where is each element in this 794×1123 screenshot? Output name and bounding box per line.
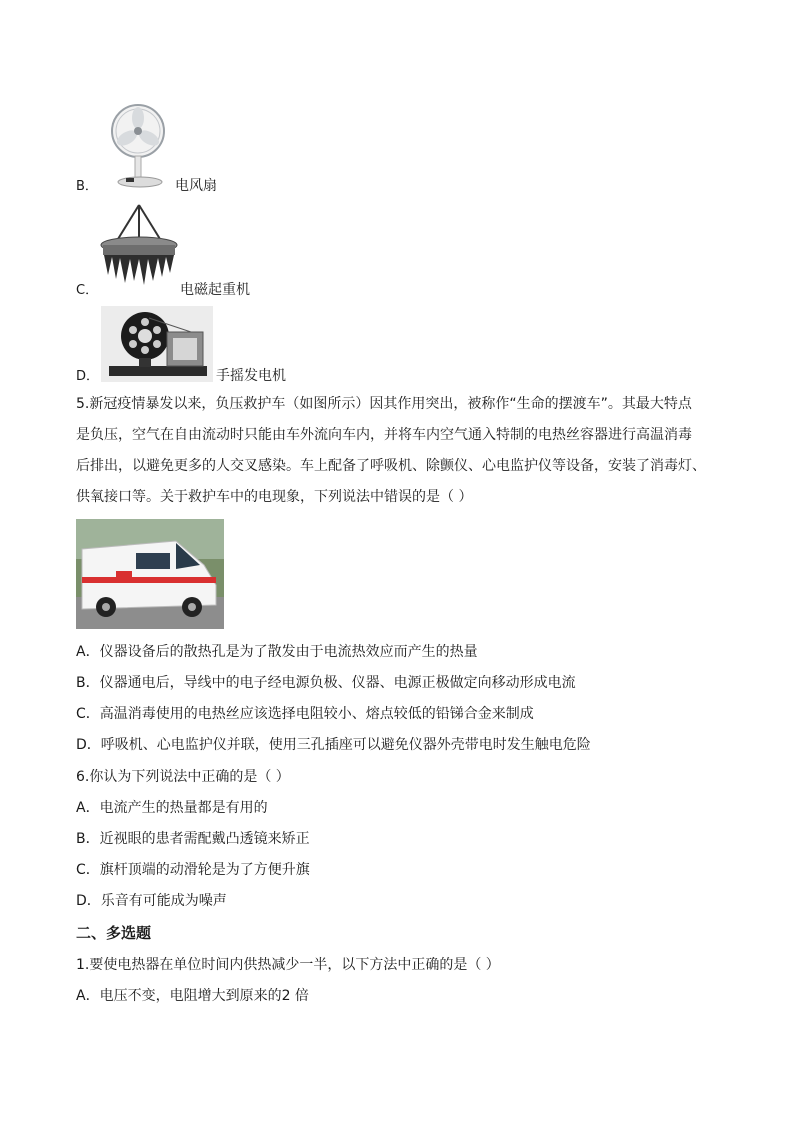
q6-option-d: D．乐音有可能成为噪声 <box>76 893 227 909</box>
q5-line-2: 是负压，空气在自由流动时只能由车外流向车内，并将车内空气通入特制的电热丝容器进行高温消毒 <box>76 427 692 443</box>
q5-option-d: D．呼吸机、心电监护仪并联，使用三孔插座可以避免仪器外壳带电时发生触电危险 <box>76 737 591 753</box>
q5-option-a: A．仪器设备后的散热孔是为了散发由于电流热效应而产生的热量 <box>76 644 478 660</box>
option-b-text: 电风扇 <box>175 178 217 194</box>
electric-fan-image <box>108 98 168 190</box>
q6-option-a: A．电流产生的热量都是有用的 <box>76 800 268 816</box>
multi-q1-stem: 1.要使电热器在单位时间内供热减少一半，以下方法中正确的是（ ） <box>76 957 500 973</box>
q5-option-b: B．仪器通电后，导线中的电子经电源负极、仪器、电源正极做定向移动形成电流 <box>76 675 576 691</box>
option-d-letter: D． <box>76 369 100 384</box>
q6-option-b: B．近视眼的患者需配戴凸透镜来矫正 <box>76 831 310 847</box>
ambulance-image <box>76 519 224 629</box>
option-d-text: 手摇发电机 <box>216 368 286 384</box>
section-title: 二、多选题 <box>76 924 152 942</box>
q6-option-c: C．旗杆顶端的动滑轮是为了方便升旗 <box>76 862 310 878</box>
q5-line-1: 5.新冠疫情暴发以来，负压救护车（如图所示）因其作用突出，被称作“生命的摆渡车”。其最大特点 <box>76 396 692 412</box>
q5-line-3: 后排出，以避免更多的人交叉感染。车上配备了呼吸机、除颤仪、心电监护仪等设备，安装了消毒灯、 <box>76 458 706 474</box>
q5-line-4: 供氧接口等。关于救护车中的电现象，下列说法中错误的是（ ） <box>76 489 473 505</box>
q5-option-c: C．高温消毒使用的电热丝应该选择电阻较小、熔点较低的铅锑合金来制成 <box>76 706 534 722</box>
option-b-letter: B． <box>76 179 98 194</box>
option-c-letter: C． <box>76 283 99 298</box>
multi-q1-option-a: A．电压不变，电阻增大到原来的2 倍 <box>76 988 309 1004</box>
electromagnetic-crane-image <box>98 203 180 293</box>
q6-stem: 6.你认为下列说法中正确的是（ ） <box>76 769 290 785</box>
hand-crank-generator-image <box>101 306 213 382</box>
option-c-text: 电磁起重机 <box>180 282 250 298</box>
